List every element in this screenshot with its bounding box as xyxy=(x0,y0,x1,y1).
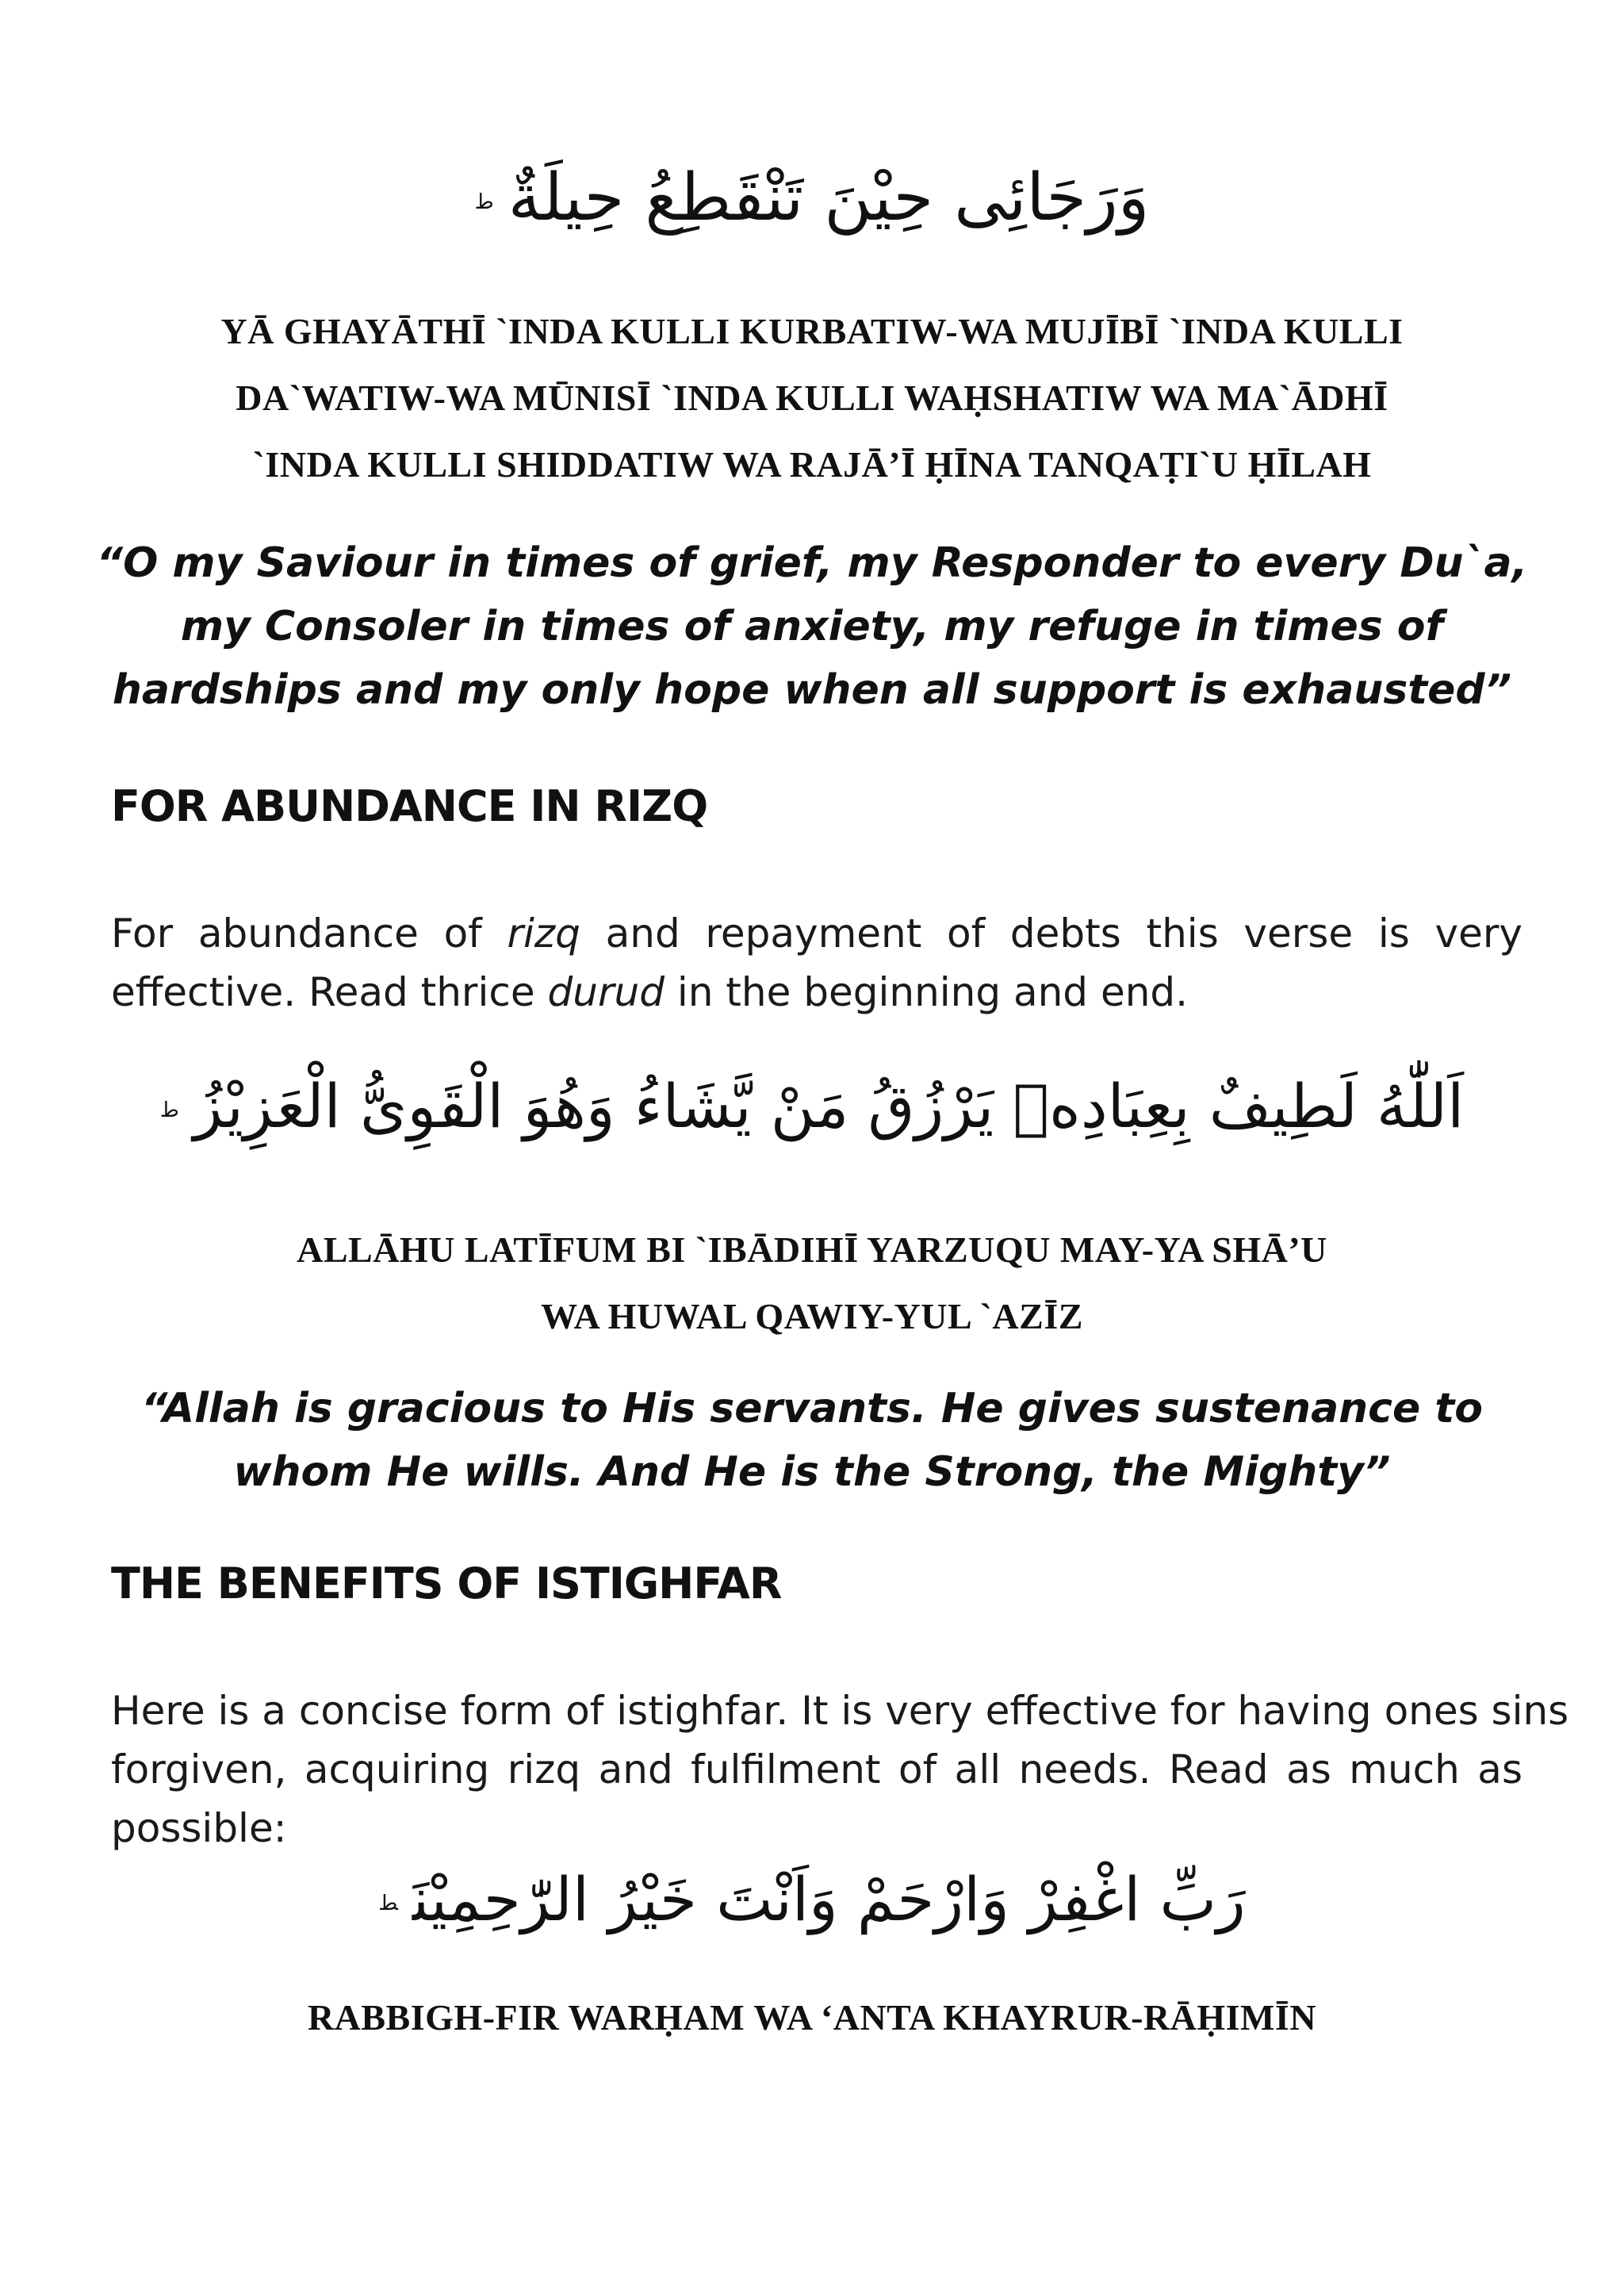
translation-line: whom He wills. And He is the Strong, the Mighty” xyxy=(233,1448,1391,1496)
arabic-verse-2-text: اَللّٰهُ لَطِيفٌ بِعِبَادِهٖ يَرْزُقُ مَنْ يَّشَاءُ وَهُوَ الْقَوِىُّ الْعَزِيْزُ xyxy=(193,1071,1465,1141)
translation-line: my Consoler in times of anxiety, my refuge in times of xyxy=(180,603,1444,650)
text-run: For abundance of xyxy=(111,911,508,957)
paragraph-istighfar xyxy=(111,1681,1569,1858)
paragraph-line: possible: xyxy=(111,1805,287,1851)
emphasis-text: durud xyxy=(547,969,665,1015)
transliteration-line: WA HUWAL QAWIY-YUL `AZĪZ xyxy=(541,1296,1083,1336)
verse-pause-mark: ط xyxy=(159,1098,179,1122)
transliteration-line: DA`WATIW-WA MŪNISĪ `INDA KULLI WAḤSHATIW WA MA`ĀDHĪ xyxy=(236,378,1388,418)
paragraph-line xyxy=(111,963,1522,1022)
arabic-verse-3-text: رَبِّ اغْفِرْ وَارْحَمْ وَاَنْتَ خَيْرُ الرّٰحِمِيْنَ xyxy=(412,1864,1246,1934)
transliteration-line: ALLĀHU LATĪFUM BI `IBĀDIHĪ YARZUQU MAY-YA SHĀ’U xyxy=(297,1229,1327,1270)
section-heading-istighfar: THE BENEFITS OF ISTIGHFAR xyxy=(111,1559,782,1608)
paragraph-line xyxy=(111,904,1522,963)
translation-1 xyxy=(79,531,1545,722)
verse-pause-mark: ط xyxy=(378,1892,398,1915)
transliteration-1 xyxy=(79,298,1545,498)
arabic-verse-1-text: وَرَجَائِى حِيْنَ تَنْقَطِعُ حِيلَةٌ xyxy=(508,160,1150,236)
translation-line: hardships and my only hope when all support is exhausted” xyxy=(112,666,1512,714)
transliteration-line: RABBIGH-FIR WARḤAM WA ‘ANTA KHAYRUR-RĀḤIMĪN xyxy=(307,1997,1317,2038)
transliteration-3 xyxy=(79,1984,1545,2051)
arabic-verse-2 xyxy=(0,1055,1624,1162)
transliteration-line: `INDA KULLI SHIDDATIW WA RAJĀ’Ī ḤĪNA TANQAṬI`U ḤĪLAH xyxy=(252,444,1372,485)
arabic-verse-1 xyxy=(0,151,1624,250)
text-run: in the beginning and end. xyxy=(664,969,1189,1015)
translation-line: “Allah is gracious to His servants. He gives sustenance to xyxy=(141,1385,1483,1432)
transliteration-2 xyxy=(79,1217,1545,1350)
section-heading-rizq: FOR ABUNDANCE IN RIZQ xyxy=(111,781,708,831)
translation-2 xyxy=(79,1377,1545,1504)
verse-pause-mark: ط xyxy=(474,190,494,214)
arabic-verse-3 xyxy=(0,1848,1624,1955)
text-run: effective. Read thrice xyxy=(111,969,548,1015)
emphasis-text: rizq xyxy=(507,911,580,957)
transliteration-line: YĀ GHAYĀTHĪ `INDA KULLI KURBATIW-WA MUJĪBĪ `INDA KULLI xyxy=(220,311,1404,351)
paragraph-line: Here is a concise form of istighfar. It is very effective for having ones sins xyxy=(111,1688,1569,1734)
translation-line: “O my Saviour in times of grief, my Responder to every Du`a, xyxy=(96,539,1528,587)
text-run: and repayment of debts this verse is very xyxy=(580,911,1522,957)
paragraph-line: forgiven, acquiring rizq and fulfilment of all needs. Read as much as xyxy=(111,1746,1522,1792)
paragraph-rizq xyxy=(111,904,1522,1022)
